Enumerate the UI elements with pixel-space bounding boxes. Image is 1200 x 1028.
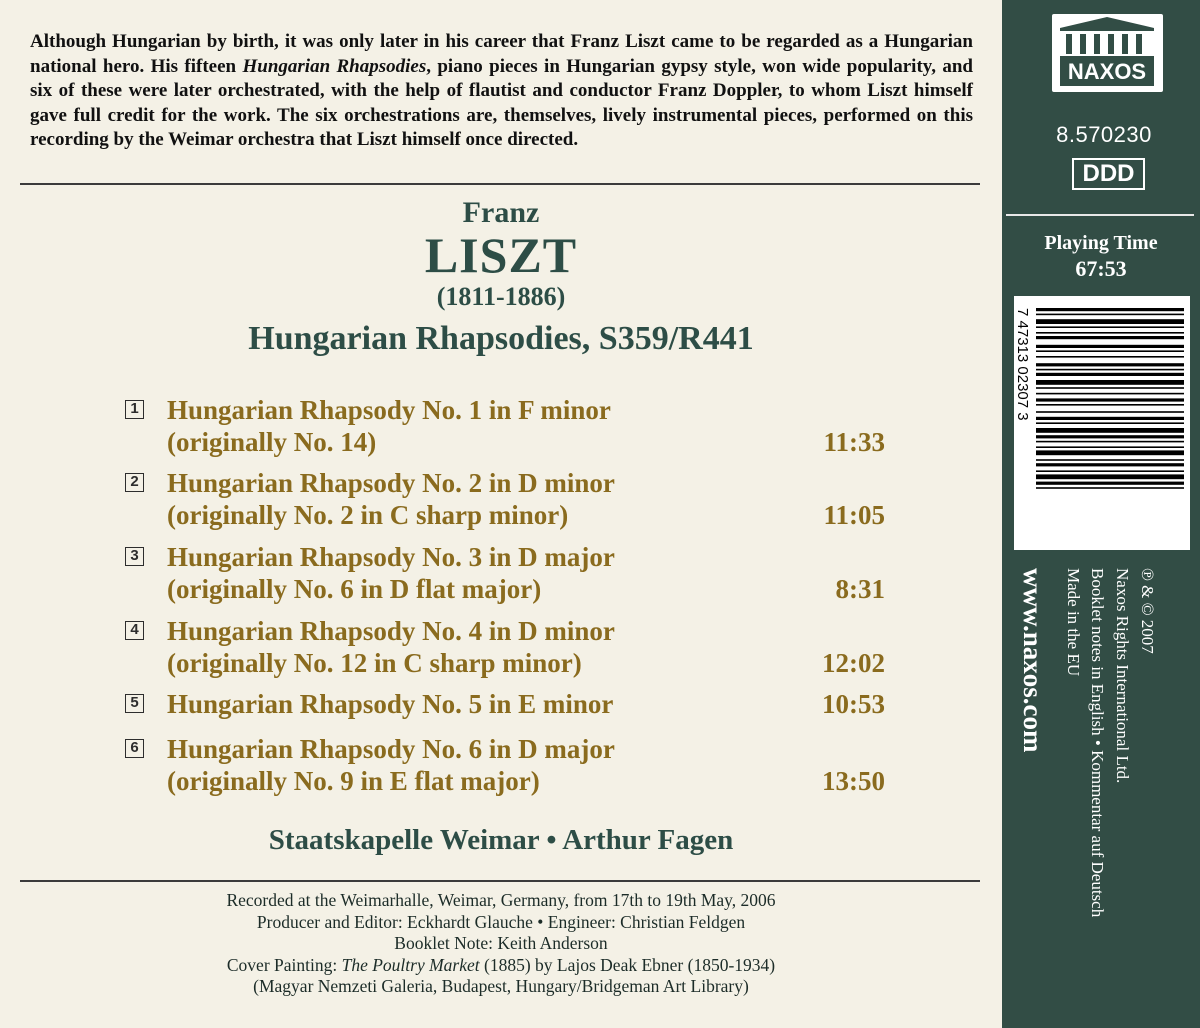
track-number: 5: [125, 694, 144, 713]
track-6: [125, 733, 885, 797]
track-title: Hungarian Rhapsody No. 4 in D minor: [167, 616, 615, 646]
barcode-bar: [1036, 363, 1184, 366]
barcode-bar: [1036, 487, 1184, 489]
credit-recording: Recorded at the Weimarhalle, Weimar, Germany, from 17th to 19th May, 2006: [226, 890, 776, 910]
track-duration: 11:05: [823, 500, 885, 530]
barcode-bar: [1036, 369, 1184, 371]
track-number: 4: [125, 621, 144, 640]
rights-line-2: Naxos Rights International Ltd.: [1113, 568, 1132, 784]
barcode-bar: [1036, 446, 1184, 448]
track-3: [125, 541, 885, 605]
barcode-bar: [1036, 474, 1184, 479]
track-subtitle: (originally No. 9 in E flat major): [167, 766, 540, 796]
credit-cover-suffix: (1885) by Lajos Deak Ebner (1850-1934): [479, 954, 776, 975]
track-subtitle: (originally No. 2 in C sharp minor): [167, 500, 569, 530]
sidebar-divider: [1006, 214, 1194, 216]
barcode-bar: [1036, 326, 1184, 328]
performers: Staatskapelle Weimar • Arthur Fagen: [268, 824, 734, 856]
barcode-bar: [1036, 417, 1184, 420]
divider-top: [20, 183, 980, 185]
track-duration: 11:33: [823, 427, 885, 457]
barcode-bar: [1036, 411, 1184, 413]
rights-line-1: ℗ & © 2007: [1138, 568, 1157, 654]
track-1: [125, 394, 885, 458]
composer-last-name: LISZT: [424, 227, 578, 283]
barcode-bar: [1036, 393, 1184, 395]
barcode-bar: [1036, 314, 1184, 316]
barcode-bar: [1036, 387, 1184, 389]
track-4: [125, 615, 885, 679]
barcode-bar: [1036, 332, 1184, 334]
intro-italic: Hungarian Rhapsodies: [242, 55, 427, 77]
track-subtitle: (originally No. 6 in D flat major): [167, 574, 542, 604]
track-number: 2: [125, 473, 144, 492]
credit-producer: Producer and Editor: Eckhardt Glauche • Engineer: Christian Feldgen: [256, 911, 746, 932]
track-title: Hungarian Rhapsody No. 2 in D minor: [167, 468, 615, 498]
barcode-bar: [1036, 459, 1184, 461]
credit-booklet: Booklet Note: Keith Anderson: [394, 933, 608, 953]
barcode-bar: [1036, 450, 1184, 455]
barcode-bar: [1036, 373, 1184, 376]
barcode-bar: [1036, 404, 1184, 406]
rights-line-3: Booklet notes in English • Kommentar auf Deutsch: [1088, 568, 1107, 918]
track-subtitle: (originally No. 12 in C sharp minor): [167, 648, 582, 678]
divider-bottom: [20, 880, 980, 882]
credit-cover-prefix: Cover Painting:: [226, 954, 342, 975]
work-title: Hungarian Rhapsodies, S359/R441: [248, 320, 754, 357]
ddd-badge: DDD: [1072, 158, 1145, 190]
track-duration: 8:31: [835, 574, 885, 604]
barcode-bar: [1036, 470, 1184, 472]
barcode-bar: [1036, 350, 1184, 352]
intro-paragraph: [30, 30, 973, 153]
barcode-bar: [1036, 482, 1184, 485]
credit-cover: [0, 955, 1002, 977]
catalog-number: 8.570230: [1056, 122, 1152, 147]
playing-time-label: Playing Time: [1044, 232, 1158, 254]
track-duration: 12:02: [822, 648, 885, 678]
track-title: Hungarian Rhapsody No. 3 in D major: [167, 542, 615, 572]
credit-source: (Magyar Nemzeti Galeria, Budapest, Hungary/Bridgeman Art Library): [253, 976, 749, 996]
track-title: Hungarian Rhapsody No. 5 in E minor: [167, 689, 614, 719]
credits: [0, 890, 1002, 998]
composer-dates: (1811-1886): [436, 282, 566, 311]
track-5: [125, 688, 885, 720]
barcode-bar: [1036, 356, 1184, 358]
playing-time-value: 67:53: [1075, 256, 1127, 281]
barcode-bar: [1036, 398, 1184, 401]
barcode-digits: 7 47313 02307 3: [1014, 308, 1031, 421]
track-duration: 10:53: [822, 689, 885, 719]
track-2: [125, 467, 885, 531]
barcode-bar: [1036, 308, 1184, 311]
barcode-bar: [1036, 380, 1184, 385]
track-duration: 13:50: [822, 766, 885, 796]
barcode-bar: [1036, 422, 1184, 424]
logo-text: NAXOS: [1067, 59, 1147, 84]
barcode-bar: [1036, 441, 1184, 443]
intro-text-2: , piano pieces in Hungarian gypsy style, won wide popularity, and six of these were later orchestrated, with the help of flautist and conductor Franz Doppler, to whom Liszt himself gave full credit for the work. The six orchestrations are, themselves, lively instrumental pieces, performed on this recording by the Weimar orchestra that Liszt himself once directed.: [30, 55, 973, 150]
composer-first-name: Franz: [462, 196, 540, 229]
website-url: www.naxos.com: [1018, 568, 1048, 753]
track-title: Hungarian Rhapsody No. 6 in D major: [167, 734, 615, 764]
track-number: 6: [125, 739, 144, 758]
barcode-bar: [1036, 345, 1184, 348]
barcode: [1014, 296, 1190, 550]
barcode-bar: [1036, 319, 1184, 324]
credit-cover-painting: The Poultry Market: [341, 954, 480, 975]
barcode-bar: [1036, 428, 1184, 433]
rights-line-4: Made in the EU: [1064, 568, 1083, 677]
barcode-bar: [1036, 463, 1184, 466]
track-title: Hungarian Rhapsody No. 1 in F minor: [167, 395, 611, 425]
intro-text-1: Although Hungarian by birth, it was only later in his career that Franz Liszt came to be regarded as a Hungarian national hero. His fifteen: [30, 31, 973, 77]
track-number: 1: [125, 400, 144, 419]
track-subtitle: (originally No. 14): [167, 427, 377, 457]
naxos-logo: [1050, 12, 1165, 94]
barcode-bar: [1036, 435, 1184, 438]
track-number: 3: [125, 547, 144, 566]
barcode-bar: [1036, 336, 1184, 339]
